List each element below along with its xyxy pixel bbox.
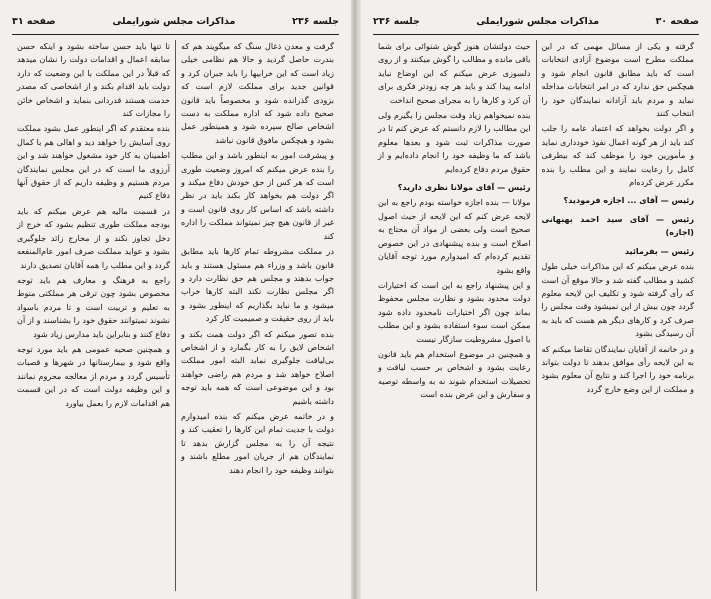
paragraph: تا تنها باید حسن ساخته بشود و اینکه حسن سابقه اعمال و اقدامات دولت را نشان میدهد که قبلاً در این مملکت با این وضعیت که دارد دولت باید اقدام بکند و از اشخاصی که مصدر خدمت هستند قدردانی بنماید و اشخاص خائن را مجازات کند [17,41,170,119]
paragraph: در مملکت مشروطه تمام کارها باید مطابق قانون باشد و وزراء هم مسئول هستند و باید جواب بدهند و مجلس هم حق نظارت دارد و اگر مجلس نظارت نکند البته کارها خراب میشود و ما نباید بگذاریم که اینطور بشود و باید از روی حقیقت و صمیمیت کار کرد [181,246,334,324]
paragraph: و در خاتمه از آقایان نمایندگان تقاضا میکنم که به این لایحه رأی موافق بدهند تا دولت بتواند برنامه خود را اجرا کند و نتایج آن معلوم بشود و مملکت از این وضع خارج گردد [541,343,694,394]
left-page-number: صفحه ۳۱ [12,15,56,27]
paragraph: گرفت و معدن ذغال سنگ که میگویند هم که بندرت حاصل گردید و حالا هم نظامی خیلی زیاد است که این خرابیها را باید جبران کرد و قوانین جدید برای مملکت لازم است که بزودی گذرانده شود و مخصوصاً باید قانون صحیح داده شود که اداره مملکت به دست اشخاص صالح سپرده شود و همینطور عمل بشود و هیچکس مافوق قانون نباشد [181,41,334,145]
left-page-header [12,10,339,35]
speaker-line: رئیس — آقای سید احمد بهبهانی (اجازه) [541,213,694,238]
speaker-line: رئیس — آقای مولانا نظری دارید؟ [397,182,531,193]
right-page-column-left [373,40,536,591]
right-session-number: جلسه ۲۳۶ [373,15,420,27]
paragraph: بنده عرض میکنم که این مذاکرات خیلی طول کشید و مطالب گفته شد و حالا موقع آن است که رأی گرفته شود و تکلیف این لایحه معلوم گردد چون بیش از این نمیشود وقت مجلس را صرف کرد و کارهای دیگر هم هست که باید به آن رسیدگی بشود [541,261,694,339]
speaker-line: رئیس — آقای ... اجازه فرمودید؟ [563,195,694,206]
paragraph: در قسمت مالیه هم عرض میکنم که باید بودجه مملکت طوری تنظیم بشود که خرج از دخل تجاوز نکند و از مخارج زائد جلوگیری بشود و عواید مملکت صرف امور عام‌المنفعه گردد و این مطلب را همه آقایان تصدیق دارند [17,205,170,270]
paragraph: مولانا — بنده اجازه خواسته بودم راجع به این لایحه عرض کنم که این لایحه از حیث اصول صحیح است ولی بعضی از مواد آن محتاج به اصلاح است و بنده پیشنهادی در این خصوص تقدیم کرده‌ام که امیدوارم مورد توجه آقایان واقع بشود [378,197,531,275]
paragraph: و همچنین در موضوع استخدام هم باید قانون رعایت بشود و اشخاص بر حسب لیاقت و تحصیلات استخدام شوند نه به واسطه توصیه و سفارش و این عرض بنده است [378,348,531,400]
right-page-column-right [537,40,700,591]
left-page-column-right [176,40,339,591]
right-page [361,0,711,599]
paragraph: بنده معتقدم که اگر اینطور عمل بشود مملکت روی آسایش را خواهد دید و اهالی هم با کمال اطمینان به کار خود مشغول خواهند شد و این آرزوی ما است که در این مجلس نمایندگان مردم هستیم و وظیفه داریم که از حقوق آنها دفاع کنیم [17,123,170,201]
left-running-title: مذاکرات مجلس شورایملی [112,15,236,27]
paragraph: حیث دولتشان هنوز گوش شنوائی برای شما باقی مانده و مطالب را گوش میکنند و از روی دلسوزی عرض میکنم که این اوضاع نباید ادامه پیدا کند و باید هر چه زودتر فکری برای آن کرد و کارها را به مجرای صحیح انداخت [378,41,531,105]
paragraph: و در خاتمه عرض میکنم که بنده امیدوارم دولت با جدیت تمام این کارها را تعقیب کند و نتیجه آن را به مجلس گزارش بدهد تا نمایندگان هم از جریان امور مطلع باشند و بتوانند وظیفه خود را انجام دهند [181,410,334,475]
book-gutter [351,0,361,599]
paragraph: و این پیشنهاد راجع به این است که اختیارات دولت محدود بشود و نظارت مجلس محفوظ بماند چون اگر اختیارات نامحدود داده شود ممکن است سوء استفاده بشود و این مطلب با اصول مشروطیت سازگار نیست [378,279,531,344]
column-divider [175,40,176,591]
paragraph: راجع به فرهنگ و معارف هم باید توجه مخصوص بشود چون ترقی هر مملکتی منوط به تعلیم و تربیت است و تا مردم باسواد نشوند نمیتوانند حقوق خود را بشناسند و از آن دفاع کنند و بنابراین باید مدارس زیاد شود [17,274,170,339]
paragraph: بنده تصور میکنم که اگر دولت همت بکند و اشخاص لایق را به کار بگمارد و از اشخاص بی‌لیاقت جلوگیری نماید البته امور مملکت اصلاح خواهد شد و مردم هم راضی خواهند بود و این موضوعی است که همه باید توجه داشته باشیم [181,328,334,406]
left-session-number: جلسه ۲۳۶ [292,15,339,27]
left-page-column-left [12,40,175,591]
column-divider [536,40,537,591]
right-page-columns [373,40,699,591]
speaker-line: رئیس — بفرمائید [624,245,694,256]
left-page [0,0,351,599]
right-page-number: صفحه ۳۰ [655,15,699,27]
paragraph: بنده نمیخواهم زیاد وقت مجلس را بگیرم ولی این مطالب را لازم دانستم که عرض کنم تا در صورت مذاکرات ثبت شود و بعدها معلوم باشد که ما وظیفه خود را انجام داده‌ایم و از حقوق مردم دفاع کرده‌ایم [378,110,531,174]
paragraph: و پیشرفت امور به اینطور باشد و این مطلب را بنده عرض میکنم که امروز وضعیت طوری است که هر کس از حق خودش دفاع میکند و اگر دولت هم بخواهد کار بکند باید در نظر داشته باشد که اساس کار روی قانون است و غیر از قانون هیچ چیز نمیتواند مملکت را اداره کند [181,150,334,241]
paragraph: گرفته و یکی از مسائل مهمی که در این مملکت مطرح است موضوع آزادی انتخابات است که باید مطابق قانون انجام شود و هیچکس حق ندارد که در امر انتخابات مداخله نماید و مردم باید آزادانه نمایندگان خود را انتخاب کنند [541,41,694,119]
left-page-columns [12,40,339,591]
right-page-header [373,10,699,35]
paragraph: و همچنین صحیه عمومی هم باید مورد توجه واقع شود و بیمارستانها در شهرها و قصبات تأسیس گردد و مردم از معالجه محروم نمانند و این وظیفه دولت است که در این قسمت هم اقدامات لازم را بعمل بیاورد [17,343,170,408]
right-running-title: مذاکرات مجلس شورایملی [476,15,600,27]
paragraph: و اگر دولت بخواهد که اعتماد عامه را جلب کند باید از هر گونه اعمال نفوذ خودداری نماید و مأمورین خود را موظف کند که بیطرفی کامل را رعایت نمایند و این مطلب را بنده مکرر عرض کرده‌ام [541,123,694,188]
